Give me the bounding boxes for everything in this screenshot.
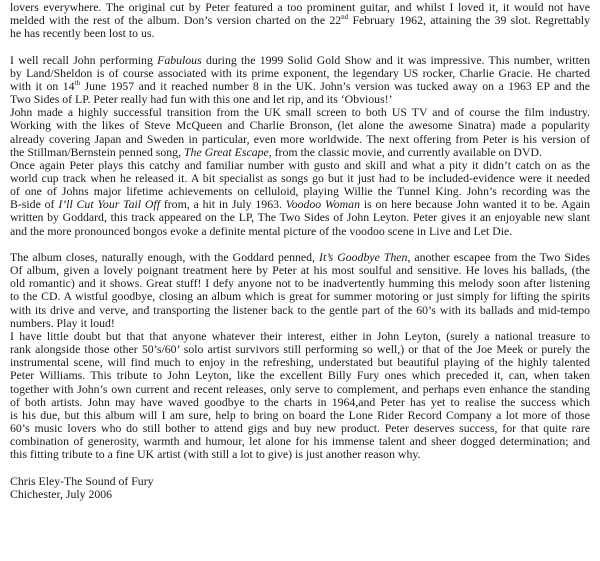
text-line: already covering Japan and Sweden in particular, even more worldwide. The next offering from Peter is his version of — [10, 131, 590, 146]
text-line: by Land/Sheldon is of course associated with its prime exponent, the legendary US rocker, Charlie Gracie. He charted — [10, 65, 590, 80]
signature-block — [10, 475, 590, 501]
text-line: old romantic) and it shows. Great stuff! I defy anyone not to be inadvertently humming this melody soon after listening — [10, 276, 590, 291]
text-line: Peter Williams. This tribute to John Leyton, like the excellent Billy Fury ones which preceded it, can, when taken — [10, 368, 590, 383]
paragraph-gap — [10, 461, 590, 474]
text-line: I well recall John performing Fabulous during the 1999 Solid Gold Show and it was impressive. This number, written — [10, 52, 590, 67]
song-title: Voodoo Woman — [285, 197, 360, 212]
text-line: John made a highly successful transition from the UK small screen to both US TV and of course the film industry. — [10, 105, 590, 120]
text-line: he has recently been lost to us. — [10, 26, 155, 41]
paragraph-don-version — [10, 1, 590, 40]
text-line: together with John’s own current and recent releases, only serve to complement, and perhaps even enhance the standing — [10, 381, 590, 396]
text-line: I have little doubt but that that anyone whatever their interest, either in John Leyton, (surely a national treasure to — [10, 328, 590, 343]
text-line: Of album, given a lovely poignant treatment here by Peter at his most soulful and sensitive. He loves his ballads, (the — [10, 263, 590, 278]
author-name: Chris Eley-The Sound of Fury — [10, 473, 154, 488]
text-line: world cup track when he released it. A bit specialist as songs go but it just had to be included-evidence were it needed — [10, 171, 590, 186]
text-line: combination of generosity, warmth and humour, let alone for his immense talent and sheer dogged determination; and — [10, 434, 590, 449]
text-line: with it on 14th June 1957 and it reached number 8 in the UK. John’s version was tucked away on a 1963 EP and the — [10, 78, 590, 93]
text-line: is his due, but this album will I am sure, help to bring on board the Lone Rider Record Company a lot more of those — [10, 407, 590, 422]
song-title: It’s Goodbye Then — [319, 249, 408, 264]
paragraph-album-close — [10, 251, 590, 462]
song-title: Fabulous — [157, 52, 202, 67]
place-date: Chichester, July 2006 — [10, 486, 113, 501]
text-line: melded with the rest of the album. Don’s version charted on the 22nd February 1962, attaining the 39 slot. Regrettably — [10, 13, 590, 28]
text-line: and the more pronounced bongos evoke a definite mental picture of the voodoo scene in Live and Let Die. — [10, 223, 513, 238]
text-line: this fitting tribute to a fine UK artist (with still a lot to give) is just another reason why. — [10, 447, 421, 462]
text-line: written by Goddard, this track appeared on the LP, The Two Sides of John Leyton. Peter gives it an enjoyable new slant — [10, 210, 590, 225]
song-title: I’ll Cut Your Tail Off — [58, 197, 160, 212]
text-line: the Stillman/Bernstein penned song, The Great Escape, from the classic movie, and currently available on DVD. — [10, 144, 542, 159]
song-title: The Great Escape — [183, 144, 269, 159]
paragraph-fabulous — [10, 54, 590, 238]
text-line: with its drive and verve, and transporting the listener back to the gentle part of the 60’s with its ballads and mid-tempo — [10, 302, 590, 317]
text-line: The album closes, naturally enough, with the Goddard penned, It’s Goodbye Then, another escapee from the Two Sides — [10, 249, 590, 264]
text-line: of one of Johns major lifetime achievements on celluloid, playing Willie the Tunnel King. John’s recording was the — [10, 184, 590, 199]
text-line: 60’s music lovers who do still bother to attend gigs and buy new product. Peter deserves success, for that quite rare — [10, 420, 590, 435]
text-line: of both artists. John may have waved goodbye to the charts in 1964,and Peter has yet to realise the success which — [10, 394, 590, 409]
text-line: Once again Peter plays this catchy and familiar number with gusto and skill and what a pity it didn’t catch on as the — [10, 157, 590, 172]
text-line: numbers. Play it loud! — [10, 315, 115, 330]
text-line: Two Sides of LP. Peter really had fun with this one and let rip, and its ‘Obvious!’ — [10, 92, 393, 107]
text-line: lovers everywhere. The original cut by Peter featured a too prominent guitar, and whilst I loved it, it would not have — [10, 0, 590, 14]
text-line: to the CD. A wistful goodbye, closing an album which is great for summer motoring or just simply for lifting the spirits — [10, 289, 590, 304]
text-line: rank alongside those other 50’s/60’ solo artist survivors still performing so well,) or that of the Joe Meek or purely the — [10, 342, 590, 357]
text-line: instrumental scene, will find much to enjoy in the refreshing, understated but beautiful playing of the highly talented — [10, 355, 590, 370]
text-line: Working with the likes of Steve McQueen and Charlie Bronson, (let alone the awesome Sinatra) made a popularity — [10, 118, 590, 133]
text-line: B-side of I’ll Cut Your Tail Off from, a hit in July 1963. Voodoo Woman is on here because John wanted it to be. Again — [10, 197, 590, 212]
